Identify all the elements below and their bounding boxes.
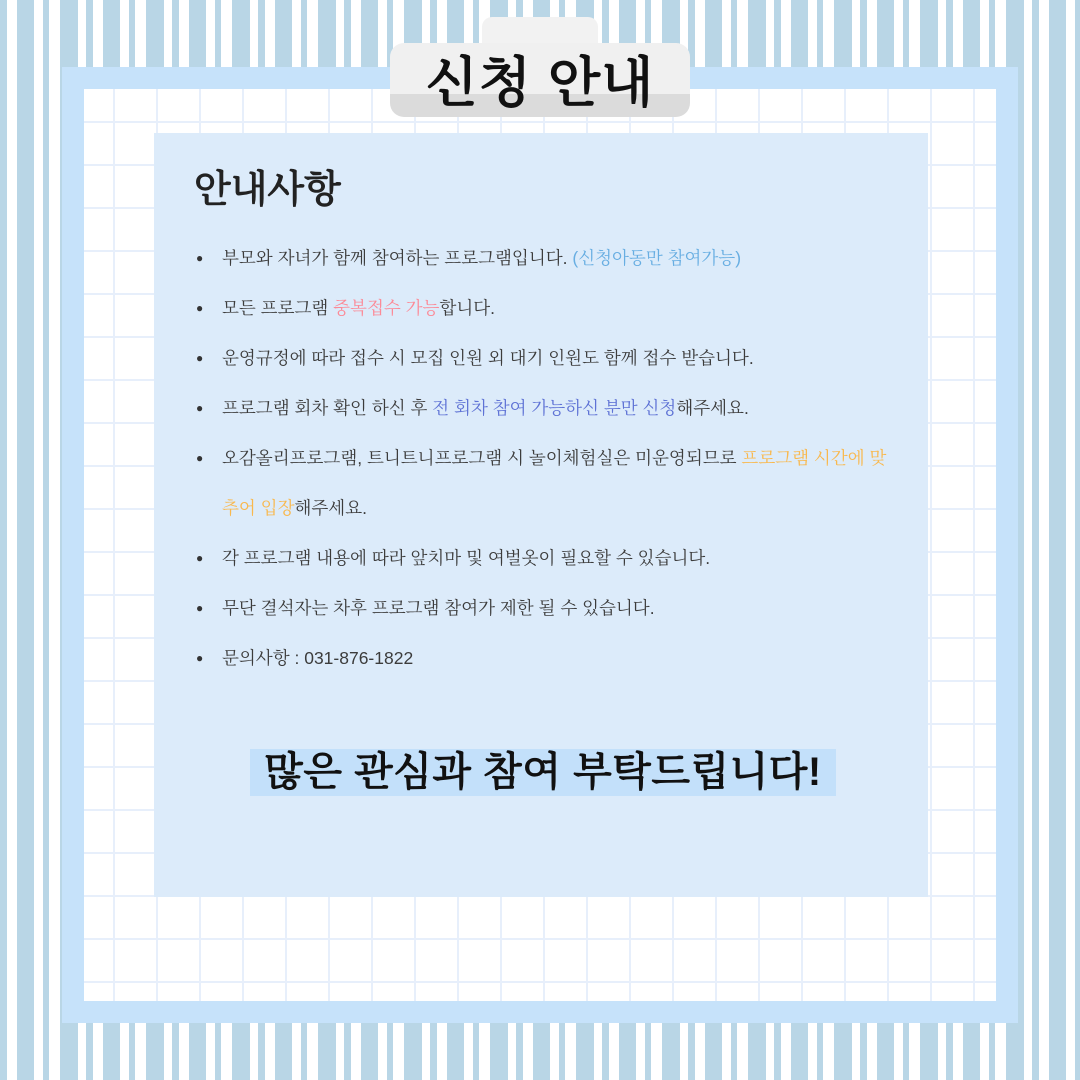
notice-segment-sky: (신청아동만 참여가능): [572, 247, 742, 268]
notice-segment-default: 모든 프로그램: [222, 297, 334, 318]
notice-item: [194, 633, 892, 683]
notice-segment-default: 각 프로그램 내용에 따라 앞치마 및 여벌옷이 필요할 수 있습니다.: [222, 547, 711, 568]
notice-segment-default: 운영규정에 따라 접수 시 모집 인원 외 대기 인원도 함께 접수 받습니다.: [222, 347, 754, 368]
title-plate: [390, 43, 690, 117]
notice-segment-default: 문의사항 : 031-876-1822: [222, 647, 414, 668]
notice-item: [194, 333, 892, 383]
notice-segment-default: 부모와 자녀가 함께 참여하는 프로그램입니다.: [222, 247, 573, 268]
notice-item: [194, 533, 892, 583]
closing-highlight: 많은 관심과 참여 부탁드립니다!: [250, 749, 835, 796]
notice-segment-default: 프로그램 회차 확인 하신 후: [222, 397, 433, 418]
notice-segment-default: 해주세요.: [676, 397, 749, 418]
notice-segment-default: 오감올리프로그램, 트니트니프로그램 시 놀이체험실은 미운영되므로: [222, 447, 742, 468]
page-title: 신청 안내: [425, 52, 655, 113]
notice-segment-orange: 프로그램 시간에 맞추어 입장: [222, 447, 887, 518]
notice-item: [194, 383, 892, 433]
notice-item: [194, 233, 892, 283]
notice-segment-default: 해주세요.: [294, 497, 367, 518]
notice-list: [194, 233, 892, 683]
notice-item: [194, 583, 892, 633]
notice-segment-default: 합니다.: [439, 297, 496, 318]
notice-segment-default: 무단 결석자는 차후 프로그램 참여가 제한 될 수 있습니다.: [222, 597, 655, 618]
closing-message: [194, 749, 892, 796]
notice-segment-periwinkle: 전 회차 참여 가능하신 분만 신청: [432, 397, 677, 418]
card-heading: 안내사항: [194, 169, 341, 211]
notice-segment-pink: 중복접수 가능: [333, 297, 440, 318]
notice-item: [194, 433, 892, 533]
info-card: [154, 133, 928, 897]
notice-item: [194, 283, 892, 333]
